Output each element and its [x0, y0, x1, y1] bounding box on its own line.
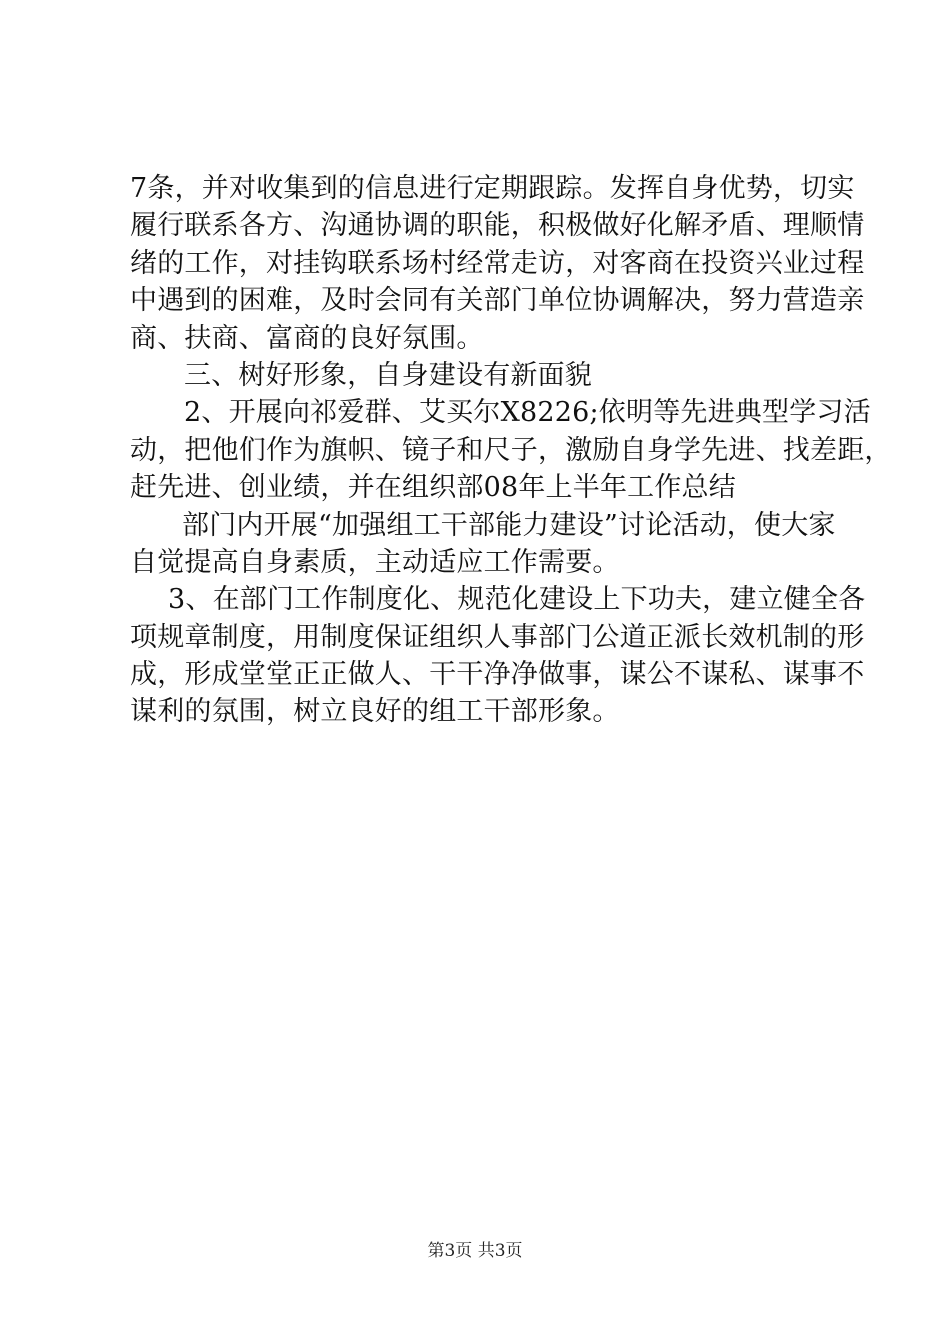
paragraph-line: 动，把他们作为旗帜、镜子和尺子，激励自身学先进、找差距，: [130, 434, 892, 466]
page-number-footer: 第3页 共3页: [427, 1241, 523, 1261]
paragraph-line: 中遇到的困难，及时会同有关部门单位协调解决，努力营造亲: [130, 285, 865, 317]
paragraph-line: 部门内开展“加强组工干部能力建设”讨论活动，使大家: [182, 509, 836, 541]
paragraph-line: 项规章制度，用制度保证组织人事部门公道正派长效机制的形: [130, 621, 865, 653]
document-body: [130, 170, 892, 731]
paragraph-line: 赶先进、创业绩，并在组织部08年上半年工作总结: [130, 472, 736, 504]
paragraph-line: 商、扶商、富商的良好氛围。: [130, 322, 484, 354]
paragraph-line: 2、开展向祁爱群、艾买尔X8226;依明等先进典型学习活: [184, 397, 871, 429]
paragraph-line: 谋利的氛围，树立良好的组工干部形象。: [130, 696, 620, 728]
paragraph-line: 绪的工作，对挂钩联系场村经常走访，对客商在投资兴业过程: [130, 247, 865, 279]
section-heading: 三、树好形象，自身建设有新面貌: [184, 359, 592, 391]
paragraph-line: 自觉提高自身素质，主动适应工作需要。: [130, 546, 620, 578]
paragraph-line: 履行联系各方、沟通协调的职能，积极做好化解矛盾、理顺情: [130, 210, 865, 242]
paragraph-line: 3、在部门工作制度化、规范化建设上下功夫，建立健全各: [168, 584, 866, 616]
paragraph-line: 7条，并对收集到的信息进行定期跟踪。发挥自身优势，切实: [130, 173, 855, 204]
paragraph-line: 成，形成堂堂正正做人、干干净净做事，谋公不谋私、谋事不: [130, 659, 865, 691]
